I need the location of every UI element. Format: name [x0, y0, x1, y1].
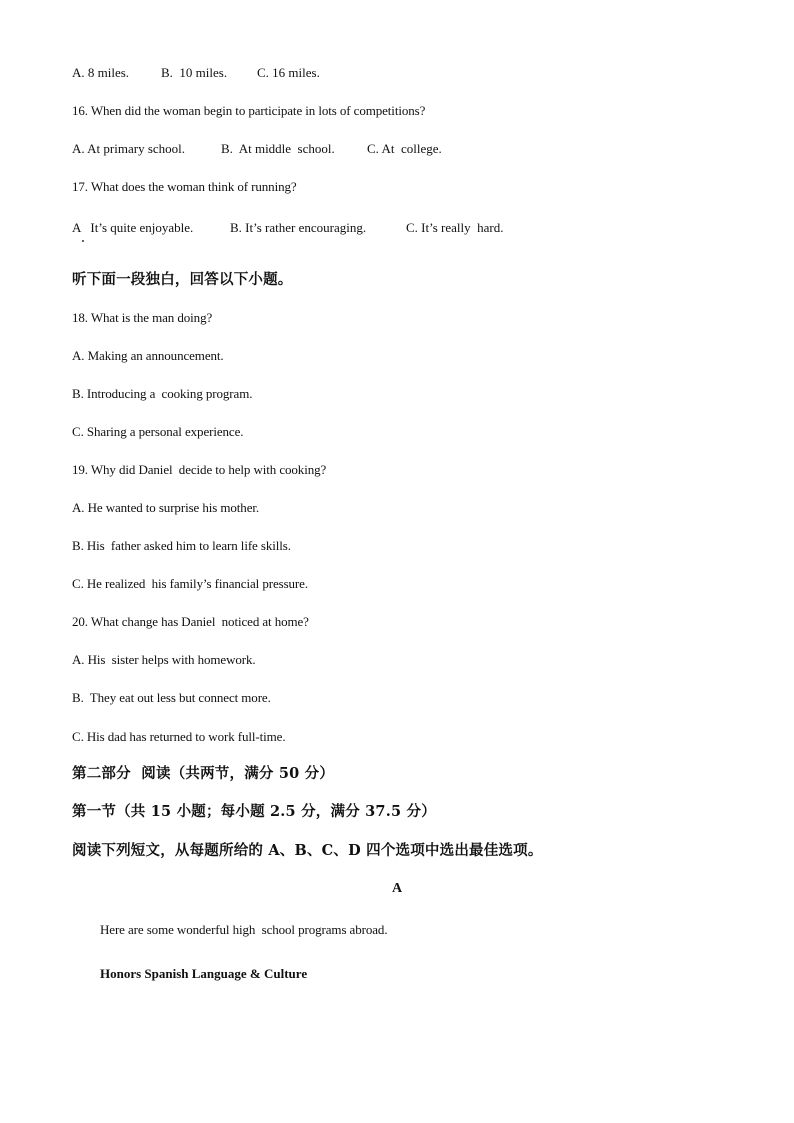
q20-option-a: A. His sister helps with homework. — [72, 652, 256, 667]
q15-option-b: B. 10 miles. — [161, 65, 228, 80]
q16-question: 16. When did the woman begin to participate in lots of competitions? — [72, 103, 426, 118]
section1-title: 第一节（共 15 小题；每小题 2.5 分，满分 37.5 分） — [72, 803, 436, 820]
passage-intro: Here are some wonderful high school programs abroad. — [100, 922, 388, 937]
q19-option-c: C. He realized his family’s financial pressure. — [72, 576, 308, 591]
q16-option-a: A. At primary school. — [72, 141, 186, 156]
q15-option-a: A. 8 miles. — [72, 65, 130, 80]
q15-option-c: C. 16 miles. — [257, 65, 320, 80]
q18-option-a: A. Making an announcement. — [72, 348, 224, 363]
q19-option-a: A. He wanted to surprise his mother. — [72, 500, 260, 515]
monologue-heading: 听下面一段独白，回答以下小题。 — [72, 271, 293, 288]
q16-option-c: C. At college. — [367, 141, 442, 156]
part2-title: 第二部分 阅读（共两节，满分 50 分） — [72, 765, 335, 782]
q20-option-c: C. His dad has returned to work full-time. — [72, 729, 286, 744]
q17-option-a: A It’s quite enjoyable. — [72, 220, 194, 235]
q20-option-b: B. They eat out less but connect more. — [72, 690, 271, 705]
q17-option-c: C. It’s really hard. — [406, 220, 504, 235]
q17-question: 17. What does the woman think of running? — [72, 179, 297, 194]
q18-question: 18. What is the man doing? — [72, 310, 213, 325]
q18-option-c: C. Sharing a personal experience. — [72, 424, 244, 439]
q16-option-b: B. At middle school. — [221, 141, 335, 156]
q19-question: 19. Why did Daniel decide to help with cooking? — [72, 462, 327, 477]
q18-option-b: B. Introducing a cooking program. — [72, 386, 253, 401]
q19-option-b: B. His father asked him to learn life skills. — [72, 538, 291, 553]
option-dot-mark — [82, 240, 84, 242]
q20-question: 20. What change has Daniel noticed at home? — [72, 614, 309, 629]
reading-instructions: 阅读下列短文，从每题所给的 A、B、C、D 四个选项中选出最佳选项。 — [72, 842, 543, 859]
program-title: Honors Spanish Language & Culture — [100, 966, 308, 981]
passage-letter: A — [391, 881, 403, 896]
q17-option-b: B. It’s rather encouraging. — [230, 220, 367, 235]
